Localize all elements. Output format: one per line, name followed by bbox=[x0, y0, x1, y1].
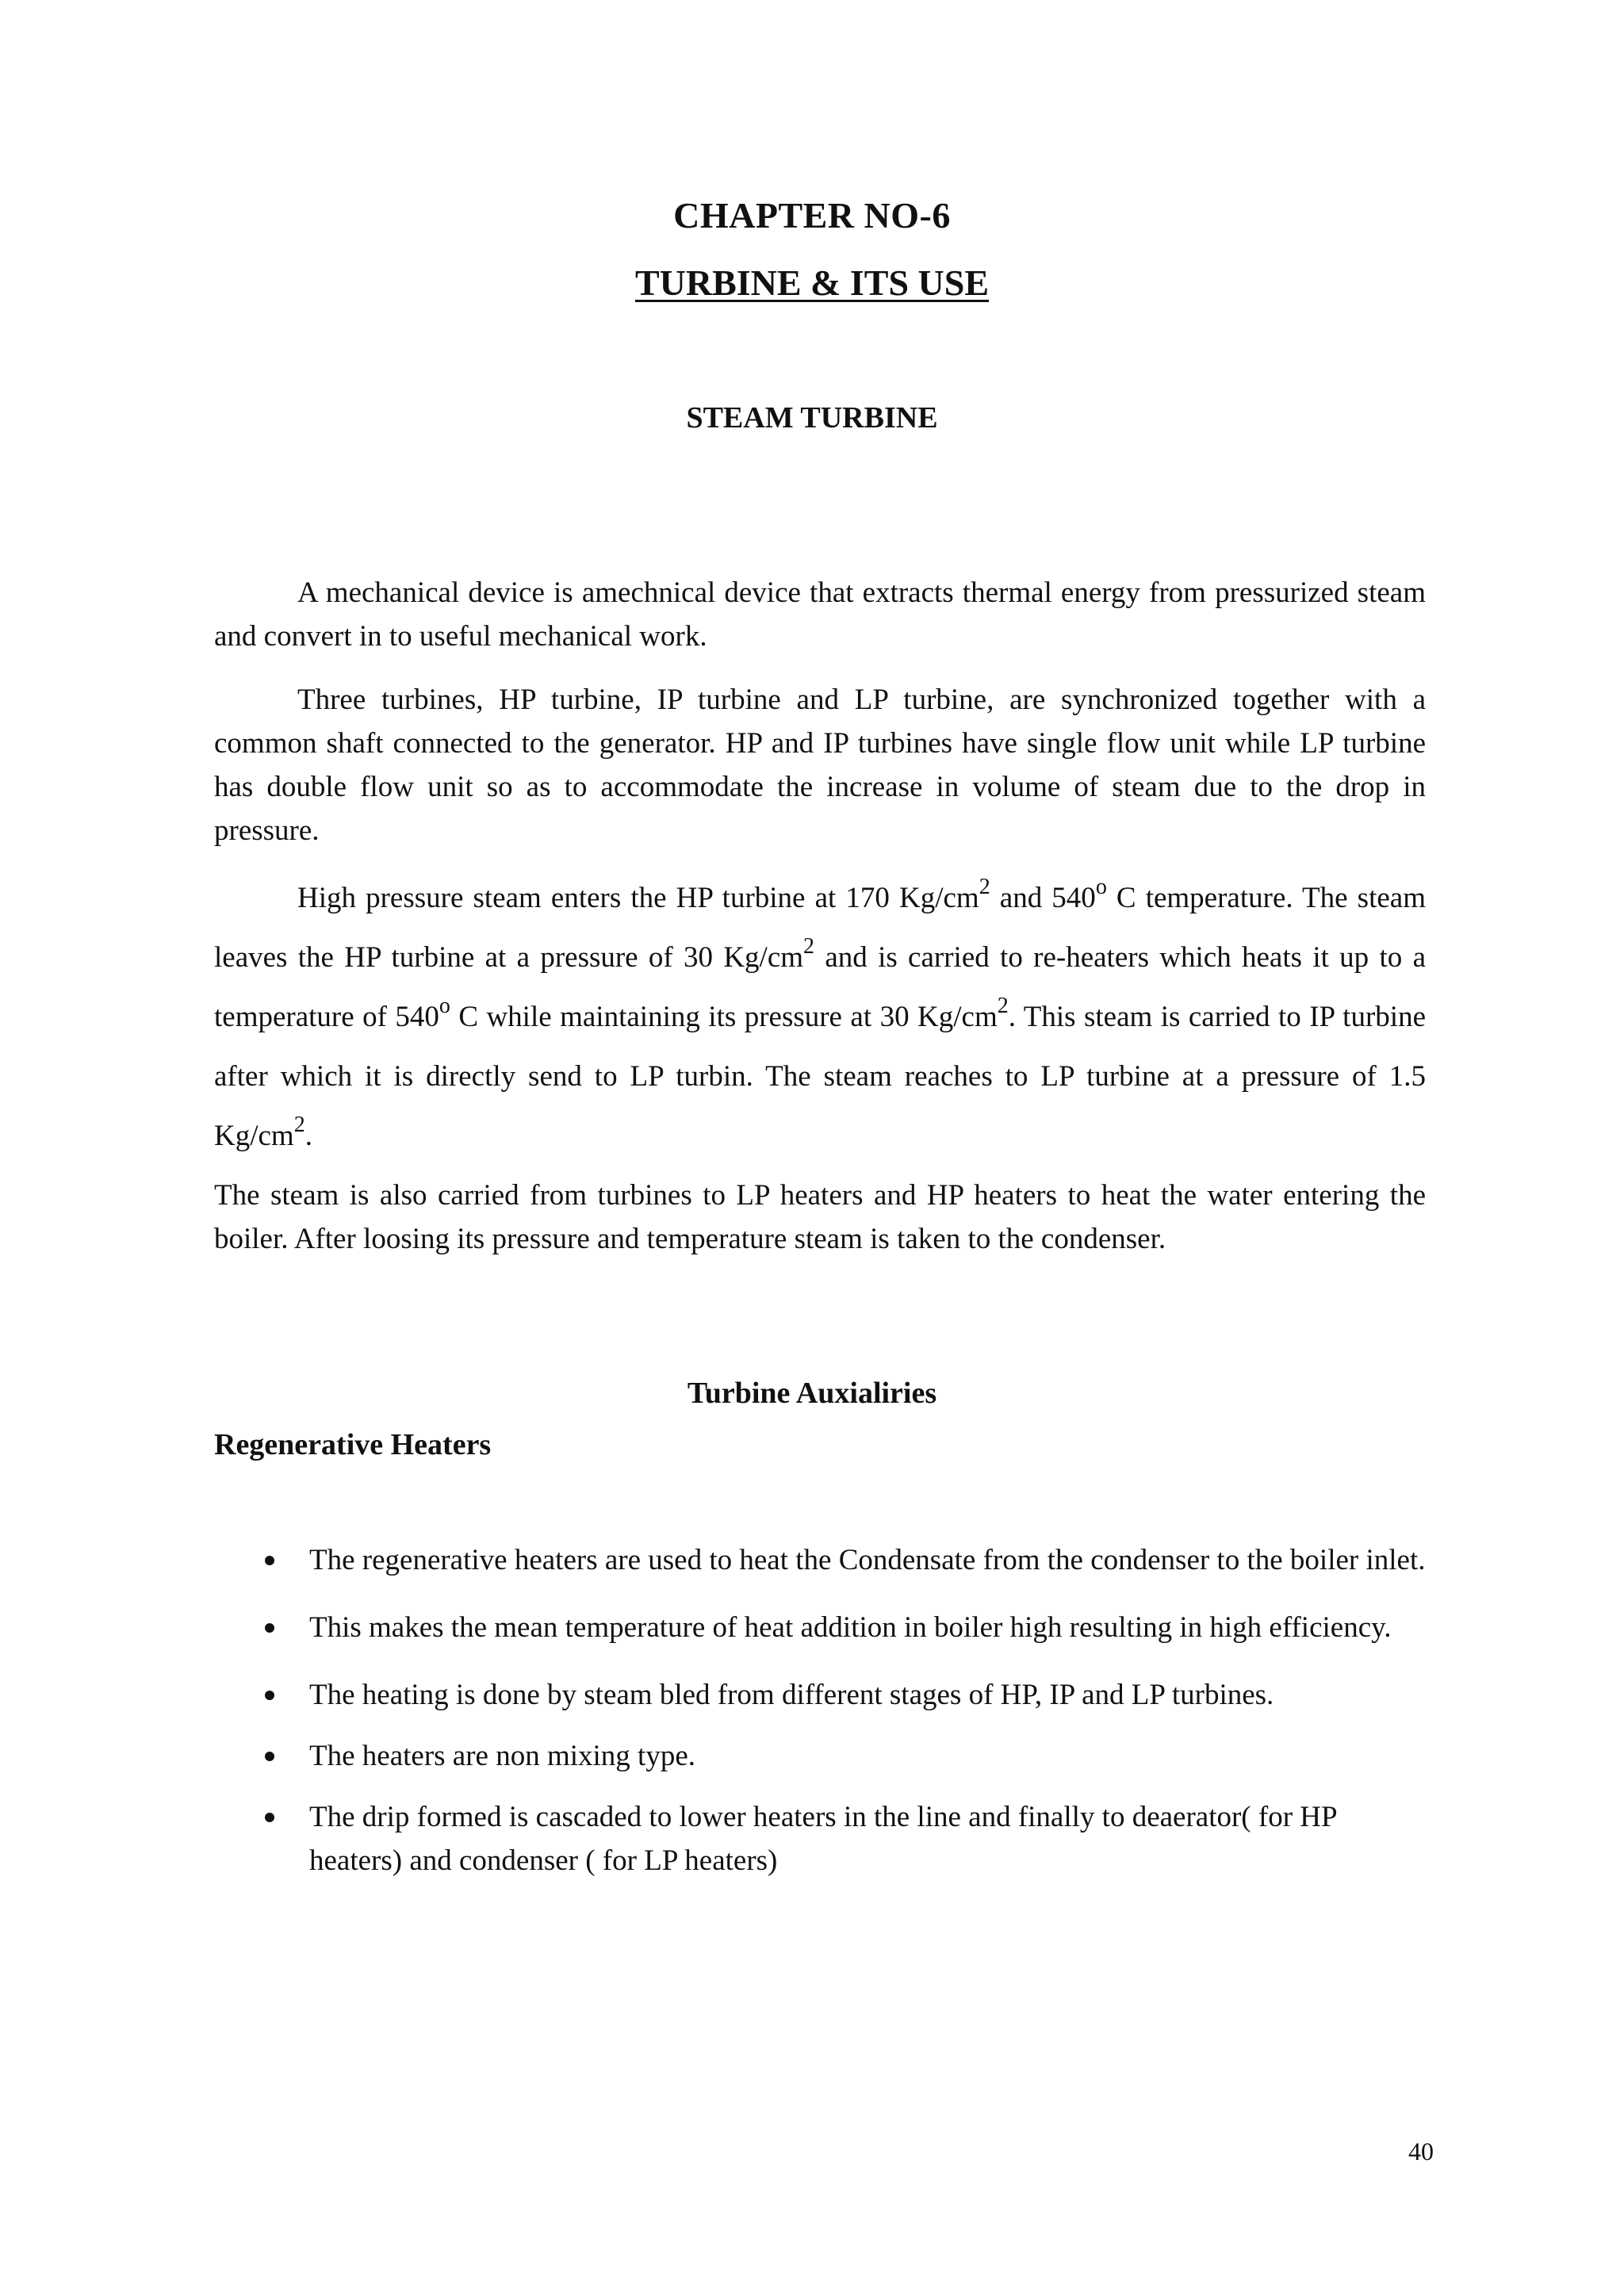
chapter-number: CHAPTER NO-6 bbox=[673, 195, 951, 236]
paragraph-turbines bbox=[214, 678, 1426, 852]
list-item bbox=[254, 1606, 1427, 1649]
paragraph-steam-flow bbox=[214, 868, 1426, 1166]
paragraph-heaters-text: The steam is also carried from turbines to LP heaters and HP heaters to heat the water entering the boiler. After loosing its pressure and temperature steam is taken to the condenser. bbox=[214, 1179, 1426, 1255]
list-item bbox=[254, 1673, 1427, 1717]
list-item-text: The heaters are non mixing type. bbox=[309, 1740, 695, 1772]
p3-seg6: . This steam is carried to IP turbine after which it is directly send to LP turbin. The steam reaches to LP turbine at a pressure of 1.5 Kg/cm bbox=[214, 1001, 1426, 1152]
paragraph-turbines-text: Three turbines, HP turbine, IP turbine and LP turbine, are synchronized together with a common shaft connected to the generator. HP and IP turbines have single flow unit while LP turbine has double flow unit so as to accommodate the increase in volume of steam due to the drop in pressure. bbox=[214, 684, 1426, 847]
list-item-text: This makes the mean temperature of heat addition in boiler high resulting in high efficiency. bbox=[309, 1611, 1392, 1644]
chapter-title-text: TURBINE & ITS USE bbox=[634, 262, 990, 303]
list-item bbox=[254, 1795, 1427, 1882]
chapter-title bbox=[0, 262, 1624, 304]
p3-seg1: High pressure steam enters the HP turbine at 170 Kg/cm bbox=[297, 882, 979, 914]
degree-superscript: o bbox=[1095, 874, 1107, 899]
page-number: 40 bbox=[1408, 2137, 1434, 2166]
bullet-icon bbox=[265, 1813, 274, 1822]
bullet-icon bbox=[265, 1691, 274, 1700]
regenerative-heaters-list bbox=[254, 1538, 1427, 1906]
paragraph-intro-text: A mechanical device is amechnical device that extracts thermal energy from pressurized steam and convert in to useful mechanical work. bbox=[214, 576, 1426, 653]
degree-superscript: o bbox=[439, 993, 450, 1018]
list-item bbox=[254, 1734, 1427, 1778]
paragraph-intro bbox=[214, 571, 1426, 658]
p3-seg4: and is carried to re-heaters which heats it up to a temperature of 540 bbox=[214, 941, 1426, 1033]
section-heading: STEAM TURBINE bbox=[686, 401, 938, 435]
list-item-text: The heating is done by steam bled from different stages of HP, IP and LP turbines. bbox=[309, 1679, 1274, 1711]
p3-seg5: C while maintaining its pressure at 30 Kg/cm bbox=[450, 1001, 998, 1033]
list-item-text: The regenerative heaters are used to heat the Condensate from the condenser to the boiler inlet. bbox=[309, 1544, 1426, 1576]
superscript-2: 2 bbox=[979, 874, 990, 899]
bullet-icon bbox=[265, 1623, 274, 1633]
list-item bbox=[254, 1538, 1427, 1582]
superscript-2: 2 bbox=[293, 1112, 305, 1137]
p3-seg7: . bbox=[304, 1120, 312, 1152]
subsection-heading: Turbine Auxialiries bbox=[687, 1377, 937, 1410]
paragraph-heaters bbox=[214, 1174, 1426, 1261]
bullet-icon bbox=[265, 1556, 274, 1565]
list-item-text: The drip formed is cascaded to lower heaters in the line and finally to deaerator( for HP heaters) and condenser ( for LP heaters) bbox=[309, 1801, 1337, 1877]
p3-seg3: C temperature. The steam leaves the HP turbine at a pressure of 30 Kg/cm bbox=[214, 882, 1426, 974]
superscript-2: 2 bbox=[997, 993, 1009, 1018]
regenerative-heaters-heading: Regenerative Heaters bbox=[214, 1428, 492, 1461]
superscript-2: 2 bbox=[803, 933, 815, 959]
p3-seg2: and 540 bbox=[990, 882, 1096, 914]
bullet-icon bbox=[265, 1752, 274, 1761]
